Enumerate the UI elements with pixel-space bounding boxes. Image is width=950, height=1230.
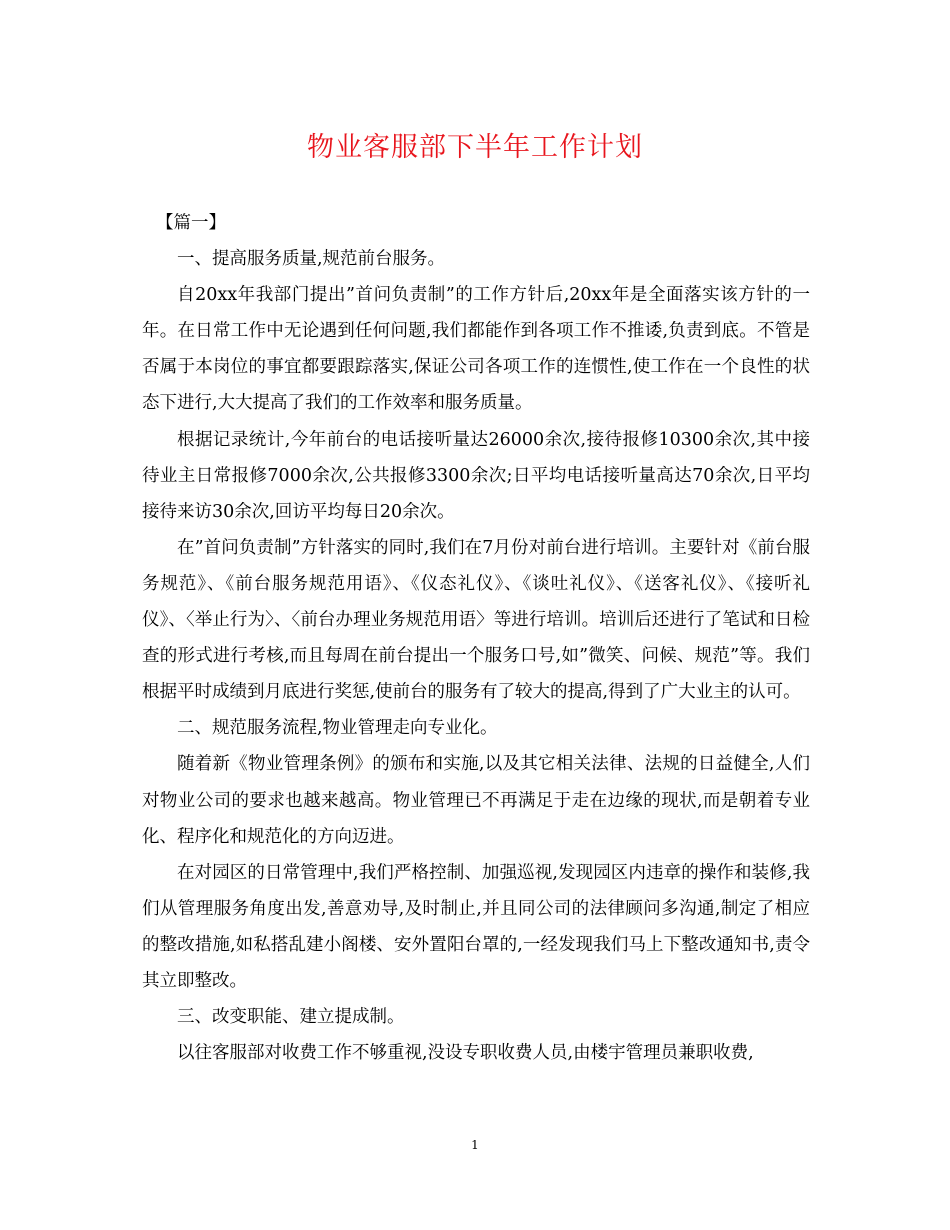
document-title: 物业客服部下半年工作计划 <box>307 132 643 163</box>
paragraph: 自20xx年我部门提出”首问负责制”的工作方针后,20xx年是全面落实该方针的一年。在日常工作中无论遇到任何问题,我们都能作到各项工作不推诿,负责到底。不管是否属于本岗位的事宜都要跟踪落实,保证公司各项工作的连惯性,使工作在一个良性的状态下进行,大大提高了我们的工作效率和服务质量。 <box>142 285 810 414</box>
section-tag: 【篇一】 <box>156 213 226 233</box>
heading-1: 一、提高服务质量,规范前台服务。 <box>177 249 446 270</box>
heading-3: 三、改变职能、建立提成制。 <box>177 1007 405 1028</box>
paragraph: 以往客服部对收费工作不够重视,没设专职收费人员,由楼宇管理员兼职收费, <box>177 1043 754 1064</box>
document-body <box>142 205 810 1071</box>
paragraph: 在对园区的日常管理中,我们严格控制、加强巡视,发现园区内违章的操作和装修,我们从管理服务角度出发,善意劝导,及时制止,并且同公司的法律顾问多沟通,制定了相应的整改措施,如私搭乱建小阁楼、安外置阳台罩的,一经发现我们马上下整改通知书,责令其立即整改。 <box>142 862 810 991</box>
paragraph: 在”首问负责制”方针落实的同时,我们在7月份对前台进行培训。主要针对《前台服务规范》、《前台服务规范用语》、《仪态礼仪》、《谈吐礼仪》、《送客礼仪》、《接听礼仪》、〈举止行为〉、〈前台办理业务规范用语〉等进行培训。培训后还进行了笔试和日检查的形式进行考核,而且每周在前台提出一个服务口号,如”微笑、问候、规范”等。我们根据平时成绩到月底进行奖惩,使前台的服务有了较大的提高,得到了广大业主的认可。 <box>142 537 810 703</box>
paragraph: 随着新《物业管理条例》的颁布和实施,以及其它相关法律、法规的日益健全,人们对物业公司的要求也越来越高。物业管理已不再满足于走在边缘的现状,而是朝着专业化、程序化和规范化的方向迈进。 <box>142 754 810 847</box>
paragraph: 根据记录统计,今年前台的电话接听量达26000余次,接待报修10300余次,其中接待业主日常报修7000余次,公共报修3300余次;日平均电话接听量高达70余次,日平均接待来访30余次,回访平均每日20余次。 <box>142 429 810 522</box>
page-number: 1 <box>471 1138 479 1152</box>
heading-2: 二、规范服务流程,物业管理走向专业化。 <box>177 718 498 739</box>
